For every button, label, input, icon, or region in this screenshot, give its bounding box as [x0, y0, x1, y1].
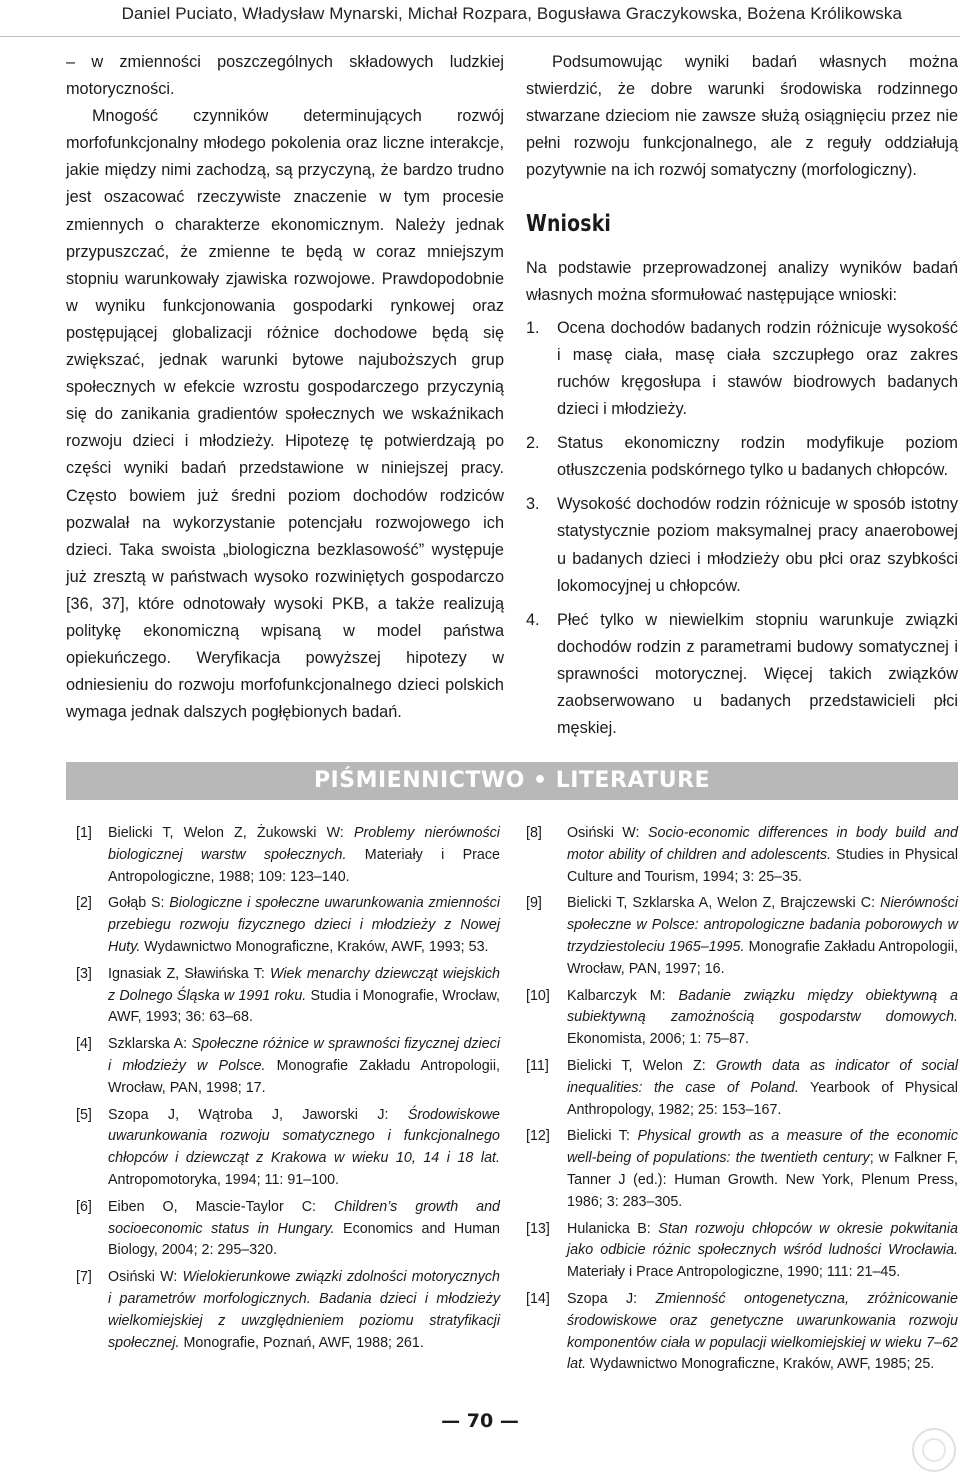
conclusion-item	[526, 607, 958, 742]
reference-item	[526, 1056, 958, 1121]
conclusion-number: 2.	[526, 434, 540, 453]
reference-title: Socio-economic differences in body build and motor ability of children and adolescents.	[567, 825, 958, 863]
reference-source: Wydawnictwo Monograficzne, Kraków, AWF, 1985; 25.	[586, 1356, 935, 1373]
reference-number: [6]	[76, 1198, 92, 1215]
watermark-seal	[912, 1428, 956, 1472]
reference-authors: Eiben O, Mascie-Taylor C:	[108, 1198, 334, 1215]
reference-source: Wydawnictwo Monograficzne, Kraków, AWF, 1993; 53.	[140, 938, 489, 955]
reference-authors: Szklarska A:	[108, 1036, 192, 1053]
conclusion-text: Ocena dochodów badanych rodzin różnicuje wysokość i masę ciała, masę ciała szczupłego oraz zakres ruchów kręgosłupa i stawów biodrowych badanych dzieci i młodzieży.	[557, 318, 958, 419]
reference-title: Społeczne różnice w sprawności fizycznej dzieci i młodzieży w Polsce.	[108, 1036, 500, 1074]
conclusion-item	[526, 315, 958, 423]
reference-source: Yearbook of Physical Anthropology, 1982; 25: 153–167.	[567, 1079, 958, 1118]
conclusion-number: 1.	[526, 318, 540, 337]
literature-title: PIŚMIENNICTWO • LITERATURE	[313, 768, 711, 793]
reference-authors: Kalbarczyk M:	[567, 987, 679, 1004]
conclusions-list	[526, 315, 958, 742]
page-number: — 70 —	[441, 1410, 519, 1432]
reference-authors: Bielicki T, Welon Z:	[567, 1057, 716, 1074]
literature-banner	[66, 762, 958, 800]
reference-number: [5]	[76, 1106, 92, 1123]
conclusion-item	[526, 491, 958, 599]
reference-source: Monografie Zakładu Antropologii, Wrocław, PAN, 1997; 16.	[567, 938, 958, 977]
reference-item	[526, 823, 958, 888]
reference-source: Economics and Human Biology, 2004; 2: 295–320.	[108, 1220, 501, 1259]
reference-item	[66, 964, 500, 1029]
conclusion-item	[526, 430, 958, 484]
reference-item	[526, 1126, 958, 1213]
reference-title: Wiek menarchy dziewcząt wiejskich z Dolnego Śląska w 1991 roku.	[108, 965, 500, 1004]
reference-title: Problemy nierówności biologicznej warstw społecznych.	[108, 825, 500, 863]
reference-source: Materiały i Prace Antropologiczne, 1990; 111: 21–45.	[567, 1264, 901, 1281]
discussion-paragraph: Mnogość czynników determinujących rozwój morfofunkcjonalny młodego pokolenia oraz liczne interakcje, jakie między nimi zachodzą, są przyczyną, że bardzo trudno jest oszacować rzeczywiste znaczenie w tym procesie zmiennych o charakterze ekonomicznym. Należy jednak przypuszczać, że zmienne te będą w coraz mniejszym stopniu warunkowały zjawiska rozwojowe. Prawdopodobnie w wyniku funkcjonowania gospodarki rynkowej oraz postępującej globalizacji różnice dochodowe będą się zwiększać, jednak warunki bytowe najuboższych grup społecznych w efekcie wzrostu gospodarczego przyczynią się do zanikania gradientów społecznych we wskaźnikach rozwoju dzieci i młodzieży. Hipotezę tę potwierdzają po części wyniki badań przedstawione w niniejszej pracy. Często bowiem już średni poziom dochodów rodziców pozwalał na wykorzystanie potencjału rozwojowego ich dzieci. Taka swoista „biologiczna bezklasowość” występuje już zresztą w państwach wysoko rozwiniętych gospodarczo [36, 37], które odnotowały wysoki PKB, a także realizują politykę ekonomiczną wpisaną w model państwa opiekuńczego. Weryfikacja powyższej hipotezy w odniesieniu do rozwoju morfofunkcjonalnego dzieci polskich wymaga jednak dalszych pogłębionych badań.	[66, 107, 504, 722]
reference-source: Antropomotoryka, 1994; 11: 91–100.	[108, 1171, 340, 1188]
reference-authors: Bielicki T, Szklarska A, Welon Z, Brajczewski C:	[567, 895, 881, 912]
reference-authors: Osiński W:	[567, 825, 648, 841]
reference-number: [4]	[76, 1036, 92, 1053]
reference-source: Studia i Monografie, Wrocław, AWF, 1993; 36: 63–68.	[108, 987, 500, 1026]
left-column	[66, 49, 504, 726]
reference-title: Biologiczne i społeczne uwarunkowania zmienności przebiegu rozwoju fizycznego dzieci i młodzieży z Nowej Huty.	[108, 895, 500, 955]
reference-authors: Ignasiak Z, Sławińska T:	[108, 965, 270, 982]
reference-item	[66, 1105, 500, 1192]
reference-source: Monografie Zakładu Antropologii, Wrocław, PAN, 1998; 17.	[108, 1057, 500, 1096]
reference-number: [10]	[526, 987, 550, 1004]
reference-source: Studies in Physical Culture and Tourism, 1994; 3: 25–35.	[567, 846, 958, 885]
header-rule	[0, 36, 960, 37]
reference-source: Monografie, Poznań, AWF, 1988; 261.	[179, 1334, 424, 1351]
reference-number: [11]	[526, 1057, 549, 1074]
running-header: Daniel Puciato, Władysław Mynarski, Michał Rozpara, Bogusława Graczykowska, Bożena Królikowska	[121, 4, 902, 23]
conclusions-intro: Na podstawie przeprowadzonej analizy wyników badań własnych można sformułować następujące wnioski:	[526, 258, 958, 304]
reference-number: [1]	[76, 825, 92, 841]
reference-number: [7]	[76, 1269, 92, 1286]
reference-number: [2]	[76, 895, 92, 912]
reference-authors: Szopa J, Wątroba J, Jaworski J:	[108, 1106, 408, 1123]
reference-title: Badanie związku między obiektywną a subiektywną zamożnością gospodarstw domowych.	[567, 987, 959, 1026]
reference-item	[66, 1197, 500, 1262]
reference-item	[66, 1267, 500, 1354]
reference-number: [3]	[76, 965, 92, 982]
reference-authors: Hulanicka B:	[567, 1220, 659, 1237]
reference-item	[526, 986, 958, 1051]
dash-item: – w zmienności poszczególnych składowych ludzkiej motoryczności.	[66, 53, 504, 99]
reference-title: Physical growth as a measure of the economic well-being of populations: the twentieth century	[567, 1128, 959, 1167]
reference-item	[66, 893, 500, 958]
reference-authors: Szopa J:	[567, 1290, 656, 1307]
conclusion-text: Status ekonomiczny rodzin modyfikuje poziom otłuszczenia podskórnego tylko u badanych chłopców.	[557, 434, 958, 480]
conclusion-text: Wysokość dochodów rodzin różnicuje w sposób istotny statystycznie poziom maksymalnej pracy anaerobowej u badanych dzieci i młodzieży obu płci oraz szybkości lokomocyjnej u chłopców.	[557, 495, 958, 595]
reference-item	[526, 1289, 958, 1376]
reference-item	[66, 823, 500, 888]
reference-item	[66, 1034, 500, 1099]
reference-number: [9]	[526, 895, 542, 912]
reference-authors: Gołąb S:	[108, 895, 170, 912]
reference-title: Wielokierunkowe związki zdolności motorycznych i parametrów morfologicznych. Badania dzieci i młodzieży wielkomiejskiej z uwzględnieniem poziomu stratyfikacji społecznej.	[108, 1269, 500, 1351]
conclusion-number: 4.	[526, 610, 540, 629]
reference-title: Stan rozwoju chłopców w okresie pokwitania jako odbicie różnic społecznych wśród ludności Wrocławia.	[567, 1220, 958, 1259]
right-column	[526, 49, 958, 749]
reference-number: [12]	[526, 1128, 550, 1145]
reference-source: ; w Falkner F, Tanner J (ed.): Human Growth. New York, Plenum Press, 1986; 3: 283–305.	[567, 1150, 958, 1210]
reference-number: [8]	[526, 825, 542, 841]
reference-source: Ekonomista, 2006; 1: 75–87.	[567, 1031, 750, 1048]
reference-item	[526, 893, 958, 980]
reference-item	[526, 1219, 958, 1284]
conclusion-text: Płeć tylko w niewielkim stopniu warunkuje związki dochodów rodzin z parametrami budowy somatycznej i sprawności motorycznej. Więcej takich związków zaobserwowano u badanych przedstawicieli płci męskiej.	[557, 610, 958, 738]
reference-title: Zmienność ontogenetyczna, zróżnicowanie środowiskowe oraz genetyczne uwarunkowania rozwoju komponentów ciała w populacji wielkomiejskiej w wieku 7–62 lat.	[567, 1290, 958, 1373]
summary-paragraph: Podsumowując wyniki badań własnych można stwierdzić, że dobre warunki środowiska rodzinnego stwarzane dzieciom nie zawsze służą osiągnięciu przez nie pełni rozwoju funkcjonalnego, ale z reguły oddziałują pozytywnie na ich rozwój somatyczny (morfologiczny).	[526, 53, 958, 180]
reference-authors: Bielicki T, Welon Z, Żukowski W:	[108, 825, 354, 841]
reference-title: Nierówności społeczne w Polsce: antropologiczne badania poborowych w trzydziestoleciu 1965–1995.	[567, 895, 958, 955]
conclusions-heading: Wnioski	[526, 211, 612, 238]
reference-title: Children’s growth and socioeconomic status in Hungary.	[108, 1198, 500, 1237]
reference-number: [13]	[526, 1220, 550, 1237]
reference-source: Materiały i Prace Antropologiczne, 1988; 109: 123–140.	[108, 846, 500, 885]
reference-title: Środowiskowe uwarunkowania rozwoju somatycznego i funkcjonalnego chłopców i dziewcząt z Krakowa w wieku 10, 14 i 18 lat.	[108, 1106, 500, 1167]
conclusion-number: 3.	[526, 495, 540, 514]
reference-number: [14]	[526, 1290, 550, 1307]
reference-authors: Bielicki T:	[567, 1128, 638, 1145]
reference-authors: Osiński W:	[108, 1269, 183, 1286]
references-right	[526, 823, 958, 1381]
references-left	[66, 823, 500, 1359]
reference-title: Growth data as indicator of social inequalities: the case of Poland.	[567, 1057, 958, 1096]
